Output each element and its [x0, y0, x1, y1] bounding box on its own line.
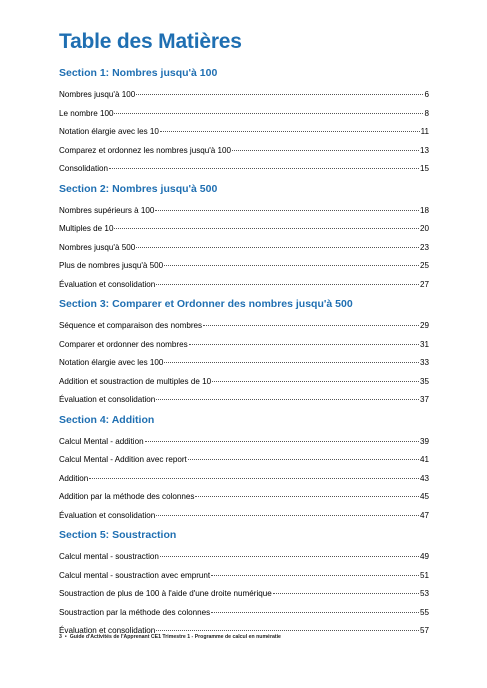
dot-leader — [211, 575, 419, 576]
dot-leader — [136, 94, 423, 95]
entry-page-number: 33 — [419, 358, 429, 367]
toc-entry[interactable] — [59, 317, 429, 336]
page-footer — [59, 634, 281, 640]
dot-leader — [114, 228, 419, 229]
dot-leader — [273, 593, 419, 594]
entry-page-number: 51 — [419, 570, 429, 580]
toc-entry[interactable] — [59, 202, 429, 221]
dot-leader — [164, 362, 419, 363]
entry-label: Évaluation et consolidation — [59, 626, 156, 635]
dot-leader — [164, 265, 419, 266]
toc-entry[interactable] — [59, 336, 429, 355]
dot-leader — [114, 113, 423, 114]
entry-label: Calcul Mental - addition — [59, 436, 144, 446]
entry-page-number: 6 — [424, 90, 429, 99]
toc-entry[interactable] — [59, 470, 429, 489]
entry-label: Séquence et comparaison des nombres — [59, 321, 203, 330]
toc-entry[interactable] — [59, 488, 429, 507]
dot-leader — [188, 459, 419, 460]
entry-page-number: 25 — [419, 261, 429, 270]
toc-entry[interactable] — [59, 391, 429, 410]
dot-leader — [160, 556, 419, 557]
toc-section-4 — [59, 413, 429, 526]
entry-label: Addition et soustraction de multiples de 10 — [59, 376, 212, 386]
section-heading: Section 4: Addition — [59, 413, 155, 426]
toc-entry[interactable] — [59, 433, 429, 452]
entry-label: Nombres supérieurs à 100 — [59, 205, 155, 215]
entry-page-number: 43 — [419, 473, 429, 483]
footer-text: Guide d'Activités de l'Apprenant CE1 Trimestre 1 - Programme de calcul en numératie — [69, 634, 281, 640]
entry-label: Addition par la méthode des colonnes — [59, 492, 195, 501]
entry-label: Évaluation et consolidation — [59, 279, 156, 289]
section-heading: Section 1: Nombres jusqu'à 100 — [59, 67, 218, 79]
dot-leader — [211, 612, 419, 613]
toc-entry[interactable] — [59, 354, 429, 373]
toc-entry[interactable] — [59, 585, 429, 604]
toc-entry[interactable] — [59, 604, 429, 623]
entry-page-number: 13 — [419, 145, 429, 155]
entry-page-number: 57 — [419, 626, 429, 635]
entry-page-number: 11 — [420, 127, 429, 136]
entry-page-number: 27 — [419, 279, 429, 289]
dot-leader — [156, 630, 419, 631]
entry-label: Calcul Mental - Addition avec report — [59, 455, 187, 464]
entry-page-number: 49 — [419, 552, 429, 561]
entry-page-number: 45 — [419, 492, 429, 501]
entry-page-number: 39 — [419, 436, 429, 446]
dot-leader — [232, 150, 419, 151]
entry-label: Notation élargie avec les 10 — [59, 127, 159, 136]
dot-leader — [212, 381, 419, 382]
section-heading: Section 2: Nombres jusqu'à 500 — [59, 182, 218, 195]
entry-label: Addition — [59, 473, 89, 483]
entry-label: Plus de nombres jusqu'à 500 — [59, 261, 164, 270]
section-heading: Section 5: Soustraction — [59, 529, 177, 541]
entry-label: Nombres jusqu'à 500 — [59, 242, 136, 252]
toc-entry[interactable] — [59, 548, 429, 567]
dot-leader — [156, 399, 419, 400]
toc-entry[interactable] — [59, 373, 429, 392]
entry-label: Consolidation — [59, 164, 109, 173]
entry-page-number: 15 — [419, 164, 429, 173]
dot-leader — [109, 168, 419, 169]
toc-section-2 — [59, 182, 429, 295]
entry-label: Calcul mental - soustraction avec emprunt — [59, 570, 211, 580]
entry-label: Évaluation et consolidation — [59, 395, 156, 404]
toc-entry[interactable] — [59, 142, 429, 161]
entry-label: Le nombre 100 — [59, 108, 114, 118]
entry-label: Soustraction par la méthode des colonnes — [59, 607, 211, 617]
entry-label: Multiples de 10 — [59, 224, 114, 233]
table-of-contents — [59, 66, 429, 641]
page-title: Table des Matières — [59, 30, 242, 53]
entry-label: Calcul mental - soustraction — [59, 552, 159, 561]
entry-page-number: 18 — [419, 205, 429, 215]
dot-leader — [160, 131, 420, 132]
section-heading: Section 3: Comparer et Ordonner des nombres jusqu'à 500 — [59, 298, 353, 310]
entry-page-number: 29 — [419, 321, 429, 330]
toc-entry[interactable] — [59, 239, 429, 258]
toc-entry[interactable] — [59, 123, 429, 142]
entry-page-number: 37 — [419, 395, 429, 404]
entry-label: Comparer et ordonner des nombres — [59, 339, 188, 349]
entry-page-number: 55 — [419, 607, 429, 617]
entry-page-number: 47 — [419, 510, 429, 520]
entry-page-number: 35 — [419, 376, 429, 386]
entry-page-number: 31 — [419, 339, 429, 349]
toc-entry[interactable] — [59, 160, 429, 179]
toc-entry[interactable] — [59, 567, 429, 586]
footer-separator: • — [64, 634, 67, 640]
toc-entry[interactable] — [59, 451, 429, 470]
entry-label: Évaluation et consolidation — [59, 510, 156, 520]
dot-leader — [89, 478, 419, 479]
dot-leader — [156, 284, 419, 285]
dot-leader — [195, 496, 419, 497]
dot-leader — [156, 515, 419, 516]
toc-section-1 — [59, 66, 429, 179]
toc-entry[interactable] — [59, 276, 429, 295]
entry-label: Notation élargie avec les 100 — [59, 358, 164, 367]
entry-label: Soustraction de plus de 100 à l'aide d'une droite numérique — [59, 589, 272, 598]
entry-label: Comparez et ordonnez les nombres jusqu'à 100 — [59, 145, 232, 155]
entry-page-number: 23 — [419, 242, 429, 252]
toc-section-5 — [59, 528, 429, 641]
toc-entry[interactable] — [59, 507, 429, 526]
toc-entry[interactable] — [59, 105, 429, 124]
dot-leader — [203, 325, 419, 326]
entry-label: Nombres jusqu'à 100 — [59, 90, 136, 99]
entry-page-number: 20 — [419, 224, 429, 233]
dot-leader — [155, 210, 419, 211]
footer-page-number: 3 — [59, 634, 62, 640]
toc-section-3 — [59, 297, 429, 410]
toc-entry[interactable] — [59, 220, 429, 239]
toc-entry[interactable] — [59, 257, 429, 276]
dot-leader — [145, 441, 419, 442]
entry-page-number: 8 — [424, 108, 429, 118]
entry-page-number: 53 — [419, 589, 429, 598]
dot-leader — [189, 344, 419, 345]
toc-entry[interactable] — [59, 86, 429, 105]
entry-page-number: 41 — [419, 455, 429, 464]
dot-leader — [136, 247, 419, 248]
